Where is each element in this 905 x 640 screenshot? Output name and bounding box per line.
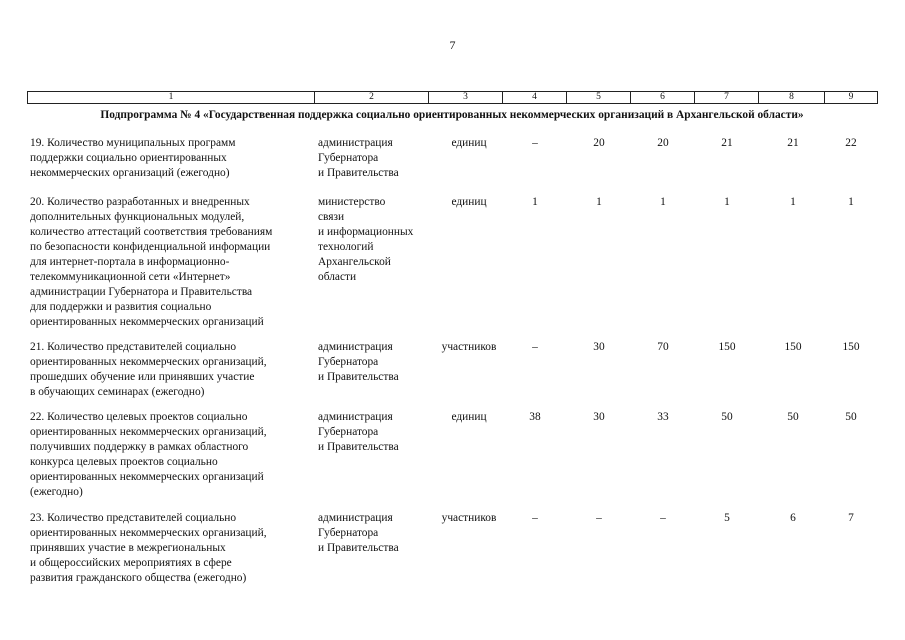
text-line: телекоммуникационной сети «Интернет» bbox=[30, 271, 231, 283]
text-line: администрация bbox=[318, 341, 393, 353]
text-line: 22. Количество целевых проектов социально bbox=[30, 411, 248, 423]
text-line: для поддержки и развития социально bbox=[30, 301, 212, 313]
value-cell: 50 bbox=[787, 411, 799, 423]
indicator-name bbox=[30, 410, 315, 500]
text-line: количество аттестаций соответствия требованиям bbox=[30, 226, 273, 238]
text-line: Губернатора bbox=[318, 527, 379, 539]
column-header-6: 6 bbox=[631, 92, 695, 104]
value-cell: 20 bbox=[593, 137, 605, 149]
text-line: ориентированных некоммерческих организаций, bbox=[30, 527, 267, 539]
value-cell: 150 bbox=[784, 341, 802, 353]
text-line: 21. Количество представителей социально bbox=[30, 341, 237, 353]
text-line: 20. Количество разработанных и внедренных bbox=[30, 196, 250, 208]
unit-cell: единиц bbox=[451, 137, 487, 149]
value-cell: 30 bbox=[593, 341, 605, 353]
text-line: и Правительства bbox=[318, 167, 399, 179]
unit-cell: участников bbox=[441, 512, 497, 524]
column-header-5: 5 bbox=[567, 92, 631, 104]
unit-cell: единиц bbox=[451, 411, 487, 423]
text-line: ориентированных некоммерческих организаций, bbox=[30, 426, 267, 438]
responsible-executor bbox=[318, 136, 433, 181]
value-cell: – bbox=[532, 512, 538, 524]
value-cell: – bbox=[532, 341, 538, 353]
value-cell: 38 bbox=[529, 411, 541, 423]
text-line: Губернатора bbox=[318, 356, 379, 368]
text-line: 19. Количество муниципальных программ bbox=[30, 137, 236, 149]
text-line: по безопасности конфиденциальной информации bbox=[30, 241, 271, 253]
responsible-executor bbox=[318, 340, 433, 385]
value-cell: 1 bbox=[596, 196, 602, 208]
text-line: Губернатора bbox=[318, 152, 379, 164]
text-line: для интернет-портала в информационно- bbox=[30, 256, 230, 268]
value-cell: 1 bbox=[790, 196, 796, 208]
value-cell: 22 bbox=[845, 137, 857, 149]
text-line: конкурса целевых проектов социально bbox=[30, 456, 218, 468]
column-header-8: 8 bbox=[759, 92, 825, 104]
column-header-3: 3 bbox=[429, 92, 503, 104]
text-line: области bbox=[318, 271, 357, 283]
text-line: администрация bbox=[318, 512, 393, 524]
value-cell: 70 bbox=[657, 341, 669, 353]
value-cell: – bbox=[660, 512, 666, 524]
value-cell: 150 bbox=[718, 341, 736, 353]
value-cell: 50 bbox=[721, 411, 733, 423]
text-line: и Правительства bbox=[318, 542, 399, 554]
text-line: Архангельской bbox=[318, 256, 391, 268]
indicator-name bbox=[30, 136, 315, 181]
text-line: администрации Губернатора и Правительства bbox=[30, 286, 253, 298]
value-cell: 50 bbox=[845, 411, 857, 423]
column-header-4: 4 bbox=[503, 92, 567, 104]
value-cell: – bbox=[532, 137, 538, 149]
value-cell: 33 bbox=[657, 411, 669, 423]
value-cell: – bbox=[596, 512, 602, 524]
value-cell: 1 bbox=[532, 196, 538, 208]
value-cell: 150 bbox=[842, 341, 860, 353]
text-line: связи bbox=[318, 211, 345, 223]
text-line: технологий bbox=[318, 241, 374, 253]
value-cell: 7 bbox=[848, 512, 854, 524]
text-line: и Правительства bbox=[318, 371, 399, 383]
responsible-executor bbox=[318, 410, 433, 455]
text-line: и информационных bbox=[318, 226, 414, 238]
indicator-name bbox=[30, 340, 315, 400]
text-line: и Правительства bbox=[318, 441, 399, 453]
text-line: принявших участие в межрегиональных bbox=[30, 542, 226, 554]
unit-cell: единиц bbox=[451, 196, 487, 208]
value-cell: 1 bbox=[848, 196, 854, 208]
text-line: администрация bbox=[318, 411, 393, 423]
text-line: 23. Количество представителей социально bbox=[30, 512, 237, 524]
value-cell: 21 bbox=[787, 137, 799, 149]
text-line: администрация bbox=[318, 137, 393, 149]
text-line: развития гражданского общества (ежегодно) bbox=[30, 572, 247, 584]
page-number: 7 bbox=[449, 38, 456, 52]
text-line: получивших поддержку в рамках областного bbox=[30, 441, 249, 453]
column-header-1: 1 bbox=[28, 92, 315, 104]
responsible-executor bbox=[318, 195, 433, 285]
value-cell: 30 bbox=[593, 411, 605, 423]
value-cell: 6 bbox=[790, 512, 796, 524]
indicator-name bbox=[30, 511, 315, 586]
value-cell: 1 bbox=[660, 196, 666, 208]
text-line: прошедших обучение или принявших участие bbox=[30, 371, 255, 383]
indicator-name bbox=[30, 195, 315, 330]
value-cell: 5 bbox=[724, 512, 730, 524]
column-number-header bbox=[27, 91, 878, 104]
text-line: ориентированных некоммерческих организаций bbox=[30, 471, 264, 483]
text-line: министерство bbox=[318, 196, 386, 208]
unit-cell: участников bbox=[441, 341, 497, 353]
value-cell: 21 bbox=[721, 137, 733, 149]
text-line: дополнительных функциональных модулей, bbox=[30, 211, 245, 223]
column-header-9: 9 bbox=[825, 92, 878, 104]
text-line: ориентированных некоммерческих организаций bbox=[30, 316, 264, 328]
responsible-executor bbox=[318, 511, 433, 556]
text-line: и общероссийских мероприятиях в сфере bbox=[30, 557, 232, 569]
text-line: некоммерческих организаций (ежегодно) bbox=[30, 167, 230, 179]
subprogram-title: Подпрограмма № 4 «Государственная поддержка социально ориентированных некоммерческих организаций в Архангельской области» bbox=[100, 109, 804, 121]
text-line: ориентированных некоммерческих организаций, bbox=[30, 356, 267, 368]
value-cell: 20 bbox=[657, 137, 669, 149]
column-header-7: 7 bbox=[695, 92, 759, 104]
text-line: в обучающих семинарах (ежегодно) bbox=[30, 386, 205, 398]
text-line: Губернатора bbox=[318, 426, 379, 438]
text-line: поддержки социально ориентированных bbox=[30, 152, 227, 164]
value-cell: 1 bbox=[724, 196, 730, 208]
text-line: (ежегодно) bbox=[30, 486, 83, 498]
column-header-2: 2 bbox=[315, 92, 429, 104]
